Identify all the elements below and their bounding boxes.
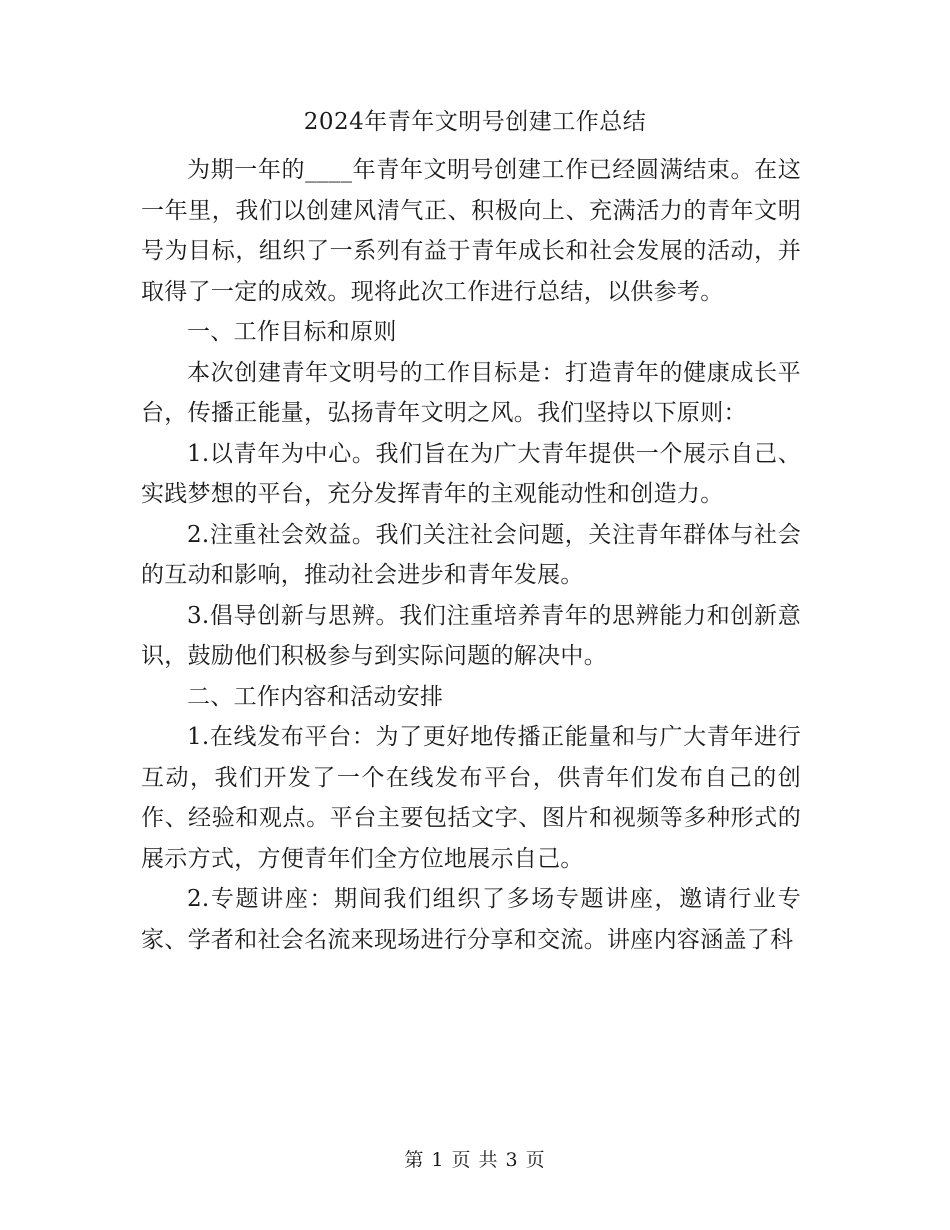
- activity-item-2: 2.专题讲座：期间我们组织了多场专题讲座，邀请行业专家、学者和社会名流来现场进行分享和交流。讲座内容涵盖了科: [141, 886, 801, 953]
- section-heading-activities: 二、工作内容和活动安排: [187, 683, 444, 710]
- principle-item-1: 1.以青年为中心。我们旨在为广大青年提供一个展示自己、实践梦想的平台，充分发挥青年的主观能动性和创造力。: [141, 440, 801, 507]
- principle-item-2: 2.注重社会效益。我们关注社会问题，关注青年群体与社会的互动和影响，推动社会进步和青年发展。: [141, 521, 801, 588]
- principle-item-3: 3.倡导创新与思辨。我们注重培养青年的思辨能力和创新意识，鼓励他们积极参与到实际问题的解决中。: [141, 602, 801, 669]
- goals-paragraph: 本次创建青年文明号的工作目标是：打造青年的健康成长平台，传播正能量，弘扬青年文明之风。我们坚持以下原则：: [141, 359, 801, 426]
- section-heading-goals: 一、工作目标和原则: [187, 319, 397, 345]
- page-number-footer: 第 1 页 共 3 页: [404, 1149, 546, 1171]
- activity-item-1: 1.在线发布平台：为了更好地传播正能量和与广大青年进行互动，我们开发了一个在线发布平台，供青年们发布自己的创作、经验和观点。平台主要包括文字、图片和视频等多种形式的展示方式，方便青年们全方位地展示自己。: [141, 724, 801, 872]
- intro-paragraph: 为期一年的____年青年文明号创建工作已经圆满结束。在这一年里，我们以创建风清气正、积极向上、充满活力的青年文明号为目标，组织了一系列有益于青年成长和社会发展的活动，并取得了一定的成效。现将此次工作进行总结，以供参考。: [141, 157, 801, 305]
- document-body: [141, 150, 801, 960]
- document-title: 2024年青年文明号创建工作总结: [303, 109, 647, 135]
